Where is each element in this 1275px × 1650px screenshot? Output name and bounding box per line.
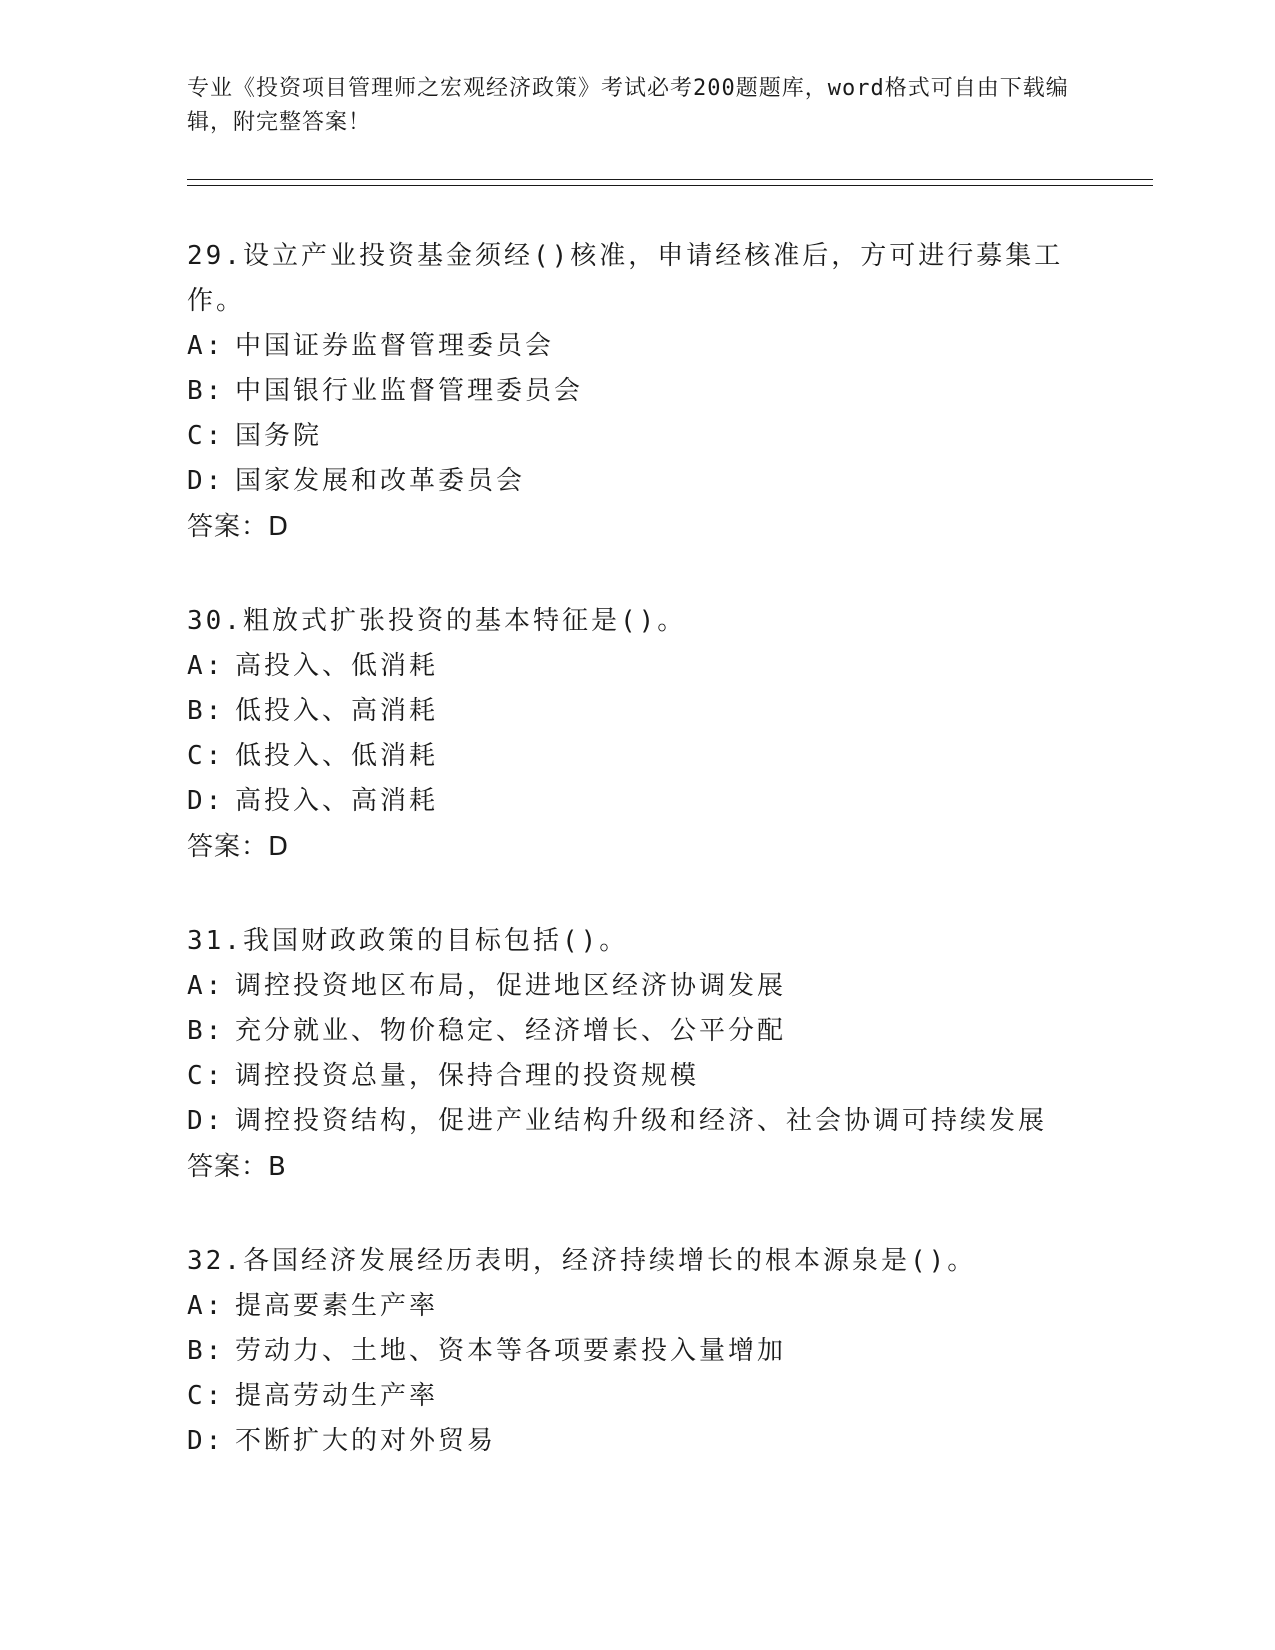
option-b bbox=[187, 689, 1147, 734]
option-text: 提高要素生产率 bbox=[235, 1291, 439, 1321]
option-text: 中国银行业监督管理委员会 bbox=[235, 376, 584, 406]
question-stem: 32.各国经济发展经历表明，经济持续增长的根本源泉是()。 bbox=[187, 1246, 977, 1276]
option-key: A: bbox=[187, 651, 225, 681]
option-key: B: bbox=[187, 696, 225, 726]
option-text: 国家发展和改革委员会 bbox=[235, 466, 526, 496]
option-key: D: bbox=[187, 786, 225, 816]
option-d bbox=[187, 1419, 1147, 1464]
option-text: 低投入、高消耗 bbox=[235, 696, 439, 726]
option-d bbox=[187, 459, 1147, 504]
option-text: 高投入、低消耗 bbox=[235, 651, 439, 681]
option-text: 调控投资结构，促进产业结构升级和经济、社会协调可持续发展 bbox=[235, 1106, 1048, 1136]
option-key: C: bbox=[187, 421, 225, 451]
option-key: B: bbox=[187, 376, 225, 406]
option-c bbox=[187, 414, 1147, 459]
option-key: C: bbox=[187, 1381, 225, 1411]
option-b bbox=[187, 369, 1147, 414]
option-a bbox=[187, 644, 1147, 689]
question-stem: 29.设立产业投资基金须经()核准，申请经核准后，方可进行募集工作。 bbox=[187, 241, 1064, 316]
answer-line: 答案：B bbox=[187, 1152, 287, 1182]
option-text: 国务院 bbox=[235, 421, 323, 451]
option-c bbox=[187, 734, 1147, 779]
option-b bbox=[187, 1009, 1147, 1054]
option-b bbox=[187, 1329, 1147, 1374]
option-text: 提高劳动生产率 bbox=[235, 1381, 439, 1411]
option-key: B: bbox=[187, 1336, 225, 1366]
option-key: A: bbox=[187, 331, 225, 361]
option-text: 不断扩大的对外贸易 bbox=[235, 1426, 497, 1456]
document-header: 专业《投资项目管理师之宏观经济政策》考试必考200题题库，word格式可自由下载编辑，附完整答案！ bbox=[187, 76, 1069, 135]
option-text: 低投入、低消耗 bbox=[235, 741, 439, 771]
question-stem: 31.我国财政政策的目标包括()。 bbox=[187, 926, 629, 956]
option-key: A: bbox=[187, 971, 225, 1001]
option-text: 高投入、高消耗 bbox=[235, 786, 439, 816]
option-text: 充分就业、物价稳定、经济增长、公平分配 bbox=[235, 1016, 787, 1046]
option-d bbox=[187, 779, 1147, 824]
question-29 bbox=[187, 234, 1147, 551]
option-text: 劳动力、土地、资本等各项要素投入量增加 bbox=[235, 1336, 787, 1366]
option-a bbox=[187, 1284, 1147, 1329]
option-key: A: bbox=[187, 1291, 225, 1321]
option-d bbox=[187, 1099, 1147, 1144]
option-key: B: bbox=[187, 1016, 225, 1046]
question-list bbox=[187, 234, 1147, 1512]
question-30 bbox=[187, 599, 1147, 871]
option-key: D: bbox=[187, 1106, 225, 1136]
answer-line: 答案：D bbox=[187, 832, 290, 862]
option-text: 中国证券监督管理委员会 bbox=[235, 331, 555, 361]
option-key: C: bbox=[187, 741, 225, 771]
option-a bbox=[187, 964, 1147, 1009]
question-stem: 30.粗放式扩张投资的基本特征是()。 bbox=[187, 606, 687, 636]
option-key: D: bbox=[187, 1426, 225, 1456]
question-31 bbox=[187, 919, 1147, 1191]
option-a bbox=[187, 324, 1147, 369]
question-32 bbox=[187, 1239, 1147, 1464]
answer-line: 答案：D bbox=[187, 512, 290, 542]
option-text: 调控投资地区布局，促进地区经济协调发展 bbox=[235, 971, 787, 1001]
header-divider bbox=[187, 179, 1153, 186]
option-c bbox=[187, 1374, 1147, 1419]
option-key: D: bbox=[187, 466, 225, 496]
option-key: C: bbox=[187, 1061, 225, 1091]
option-c bbox=[187, 1054, 1147, 1099]
option-text: 调控投资总量，保持合理的投资规模 bbox=[235, 1061, 700, 1091]
